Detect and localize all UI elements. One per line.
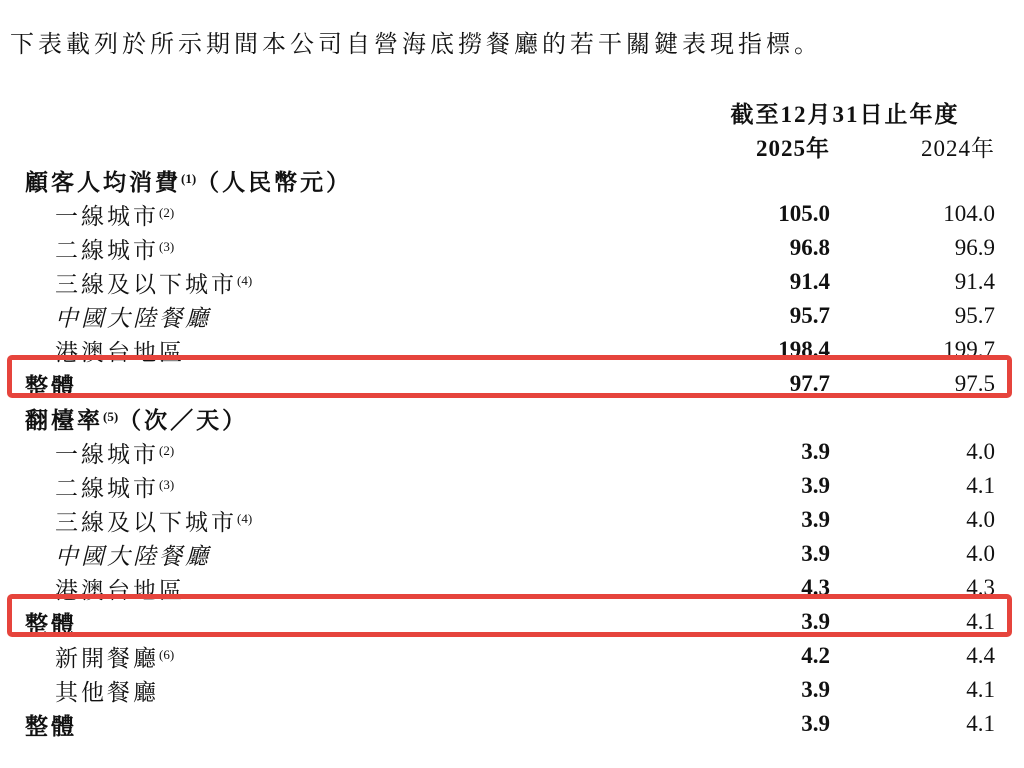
table-row [0,537,995,571]
footnote-sup: (2) [159,204,175,220]
value-2025: 3.9 [801,473,830,498]
value-2025: 3.9 [801,439,830,464]
footnote-sup: (3) [159,476,175,492]
row-label: 整體 [25,611,77,637]
intro-paragraph: 下表載列於所示期間本公司自營海底撈餐廳的若干關鍵表現指標。 [10,32,822,58]
row-label: 二線城市$^{(3)}$ [55,237,175,263]
footnote-sup: (2) [159,442,175,458]
value-2025: 3.9 [801,711,830,736]
row-label: 其他餐廳 [55,679,159,705]
value-2025: 105.0 [778,201,830,226]
row-label: 一線城市$^{(2)}$ [55,441,175,467]
value-2024: 91.4 [954,269,995,294]
row-label: 中國大陸餐廳 [55,305,211,331]
value-2025: 3.9 [801,677,830,702]
kpi-table [0,95,995,741]
row-label: 三線及以下城市$^{(4)}$ [55,509,253,535]
year-header-row [0,129,995,163]
value-2024: 4.0 [966,541,995,566]
value-2024: 4.1 [966,609,995,634]
table-row [0,265,995,299]
table-row [0,639,995,673]
value-2024: 4.1 [966,473,995,498]
value-2025: 4.3 [801,575,830,600]
row-label: 三線及以下城市$^{(4)}$ [55,271,253,297]
table-row-overall-turnover [0,605,995,639]
footnote-sup: (3) [159,238,175,254]
value-2024: 4.4 [966,643,995,668]
value-2025: 3.9 [801,609,830,634]
table-row-turnover-header [0,401,995,435]
table-row [0,299,995,333]
footnote-sup: (1) [181,170,197,186]
row-label: 港澳台地區 [55,577,185,603]
footnote-sup: (6) [159,646,175,662]
row-label: 新開餐廳$^{(6)}$ [55,645,175,671]
row-label: 顧客人均消費$^{(1)}$（人民幣元） [25,169,353,195]
footnote-sup: (4) [237,510,253,526]
value-2024: 95.7 [954,303,995,328]
year-2025-header: 2025年 [756,135,830,161]
table-row-overall-spending [0,367,995,401]
value-2025: 96.8 [789,235,830,260]
value-2025: 3.9 [801,507,830,532]
row-label: 二線城市$^{(3)}$ [55,475,175,501]
row-label: 整體 [25,713,77,739]
table-row-overall-bottom [0,707,995,741]
table-row [0,333,995,367]
value-2025: 198.4 [778,337,830,362]
value-2025: 95.7 [789,303,830,328]
row-label: 中國大陸餐廳 [55,543,211,569]
value-2024: 96.9 [954,235,995,260]
value-2025: 97.7 [789,371,830,396]
footnote-sup: (5) [103,408,119,424]
row-label: 港澳台地區 [55,339,185,365]
value-2024: 104.0 [943,201,995,226]
row-label: 整體 [25,373,77,399]
value-2024: 4.1 [966,711,995,736]
value-2024: 4.3 [966,575,995,600]
table-row [0,571,995,605]
period-header-row [0,95,995,129]
table-row [0,673,995,707]
value-2024: 4.0 [966,439,995,464]
period-header: 截至12月31日止年度 [730,101,960,127]
value-2024: 199.7 [943,337,995,362]
footnote-sup: (4) [237,272,253,288]
value-2024: 97.5 [954,371,995,396]
row-label: 一線城市$^{(2)}$ [55,203,175,229]
table-row [0,197,995,231]
table-row-spending-header [0,163,995,197]
table-row [0,503,995,537]
value-2024: 4.0 [966,507,995,532]
table-row [0,231,995,265]
value-2025: 4.2 [801,643,830,668]
table-row [0,469,995,503]
value-2025: 91.4 [789,269,830,294]
year-2024-header: 2024年 [921,135,995,161]
table-row [0,435,995,469]
value-2025: 3.9 [801,541,830,566]
row-label: 翻檯率$^{(5)}$（次／天） [25,407,249,433]
value-2024: 4.1 [966,677,995,702]
